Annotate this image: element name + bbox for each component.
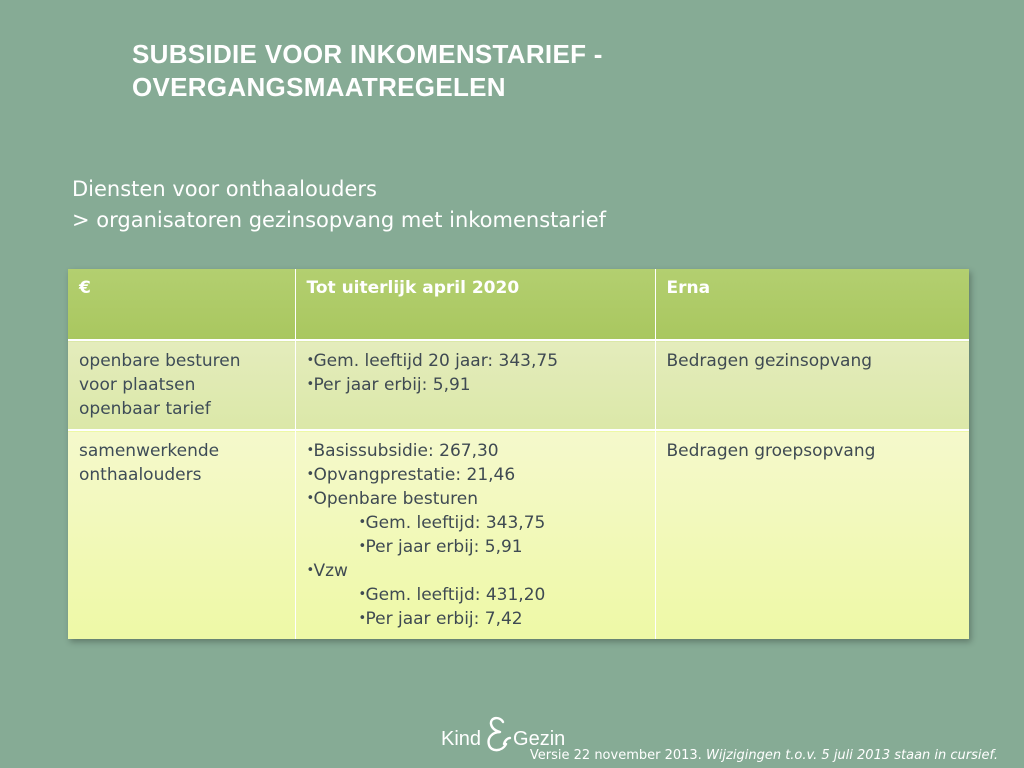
subsidy-table <box>68 269 969 639</box>
list-item: • Basissubsidie: 267,30 <box>307 439 644 463</box>
row2-category-line: samenwerkende <box>79 441 220 461</box>
table-row-cooperating-childminders <box>68 430 969 639</box>
row2-amounts-list <box>307 439 644 631</box>
row1-after: Bedragen gezinsopvang <box>666 351 873 371</box>
list-item: • Vzw <box>307 559 644 583</box>
header-until-april-2020: Tot uiterlijk april 2020 <box>295 269 655 340</box>
row2-category <box>68 430 295 639</box>
row1-category-line: voor plaatsen <box>79 375 196 395</box>
list-item: • Per jaar erbij: 5,91 <box>307 373 644 397</box>
logo-word-gezin: Gezin <box>513 728 566 750</box>
row1-until-2020 <box>295 340 655 430</box>
table-header-row <box>68 269 969 340</box>
subtitle-line-1: Diensten voor onthaalouders <box>72 177 378 201</box>
slide-title-line-1: SUBSIDIE VOOR INKOMENSTARIEF - <box>132 39 603 69</box>
table-row-public-authorities <box>68 340 969 430</box>
row2-category-line: onthaalouders <box>79 465 202 485</box>
row1-category <box>68 340 295 430</box>
sub-list-item: • Gem. leeftijd: 343,75 <box>359 511 644 535</box>
slide-title-line-2: OVERGANGSMAATREGELEN <box>132 72 506 102</box>
row1-category-line: openbaar tarief <box>79 399 211 419</box>
row1-amounts-list <box>307 349 644 397</box>
list-item: • Openbare besturen <box>307 487 644 511</box>
list-item: • Gem. leeftijd 20 jaar: 343,75 <box>307 349 644 373</box>
header-currency: € <box>68 269 295 340</box>
version-date: Versie 22 november 2013. <box>529 748 702 763</box>
row1-category-line: openbare besturen <box>79 351 241 371</box>
row2-until-2020 <box>295 430 655 639</box>
version-note <box>530 748 998 764</box>
slide-title <box>132 38 892 104</box>
sub-list-item: • Gem. leeftijd: 431,20 <box>359 583 644 607</box>
sub-list-item: • Per jaar erbij: 7,42 <box>359 607 644 631</box>
slide-subtitle <box>72 174 972 236</box>
logo-word-kind: Kind <box>441 728 482 750</box>
ampersand-logo-icon <box>482 714 512 754</box>
list-item: • Opvangprestatie: 21,46 <box>307 463 644 487</box>
row2-after: Bedragen groepsopvang <box>666 441 876 461</box>
sub-list-item: • Per jaar erbij: 5,91 <box>359 535 644 559</box>
version-changes-note: Wijzigingen t.o.v. 5 juli 2013 staan in cursief. <box>705 748 998 763</box>
header-after: Erna <box>666 278 711 298</box>
subtitle-line-2: > organisatoren gezinsopvang met inkomenstarief <box>72 208 607 232</box>
